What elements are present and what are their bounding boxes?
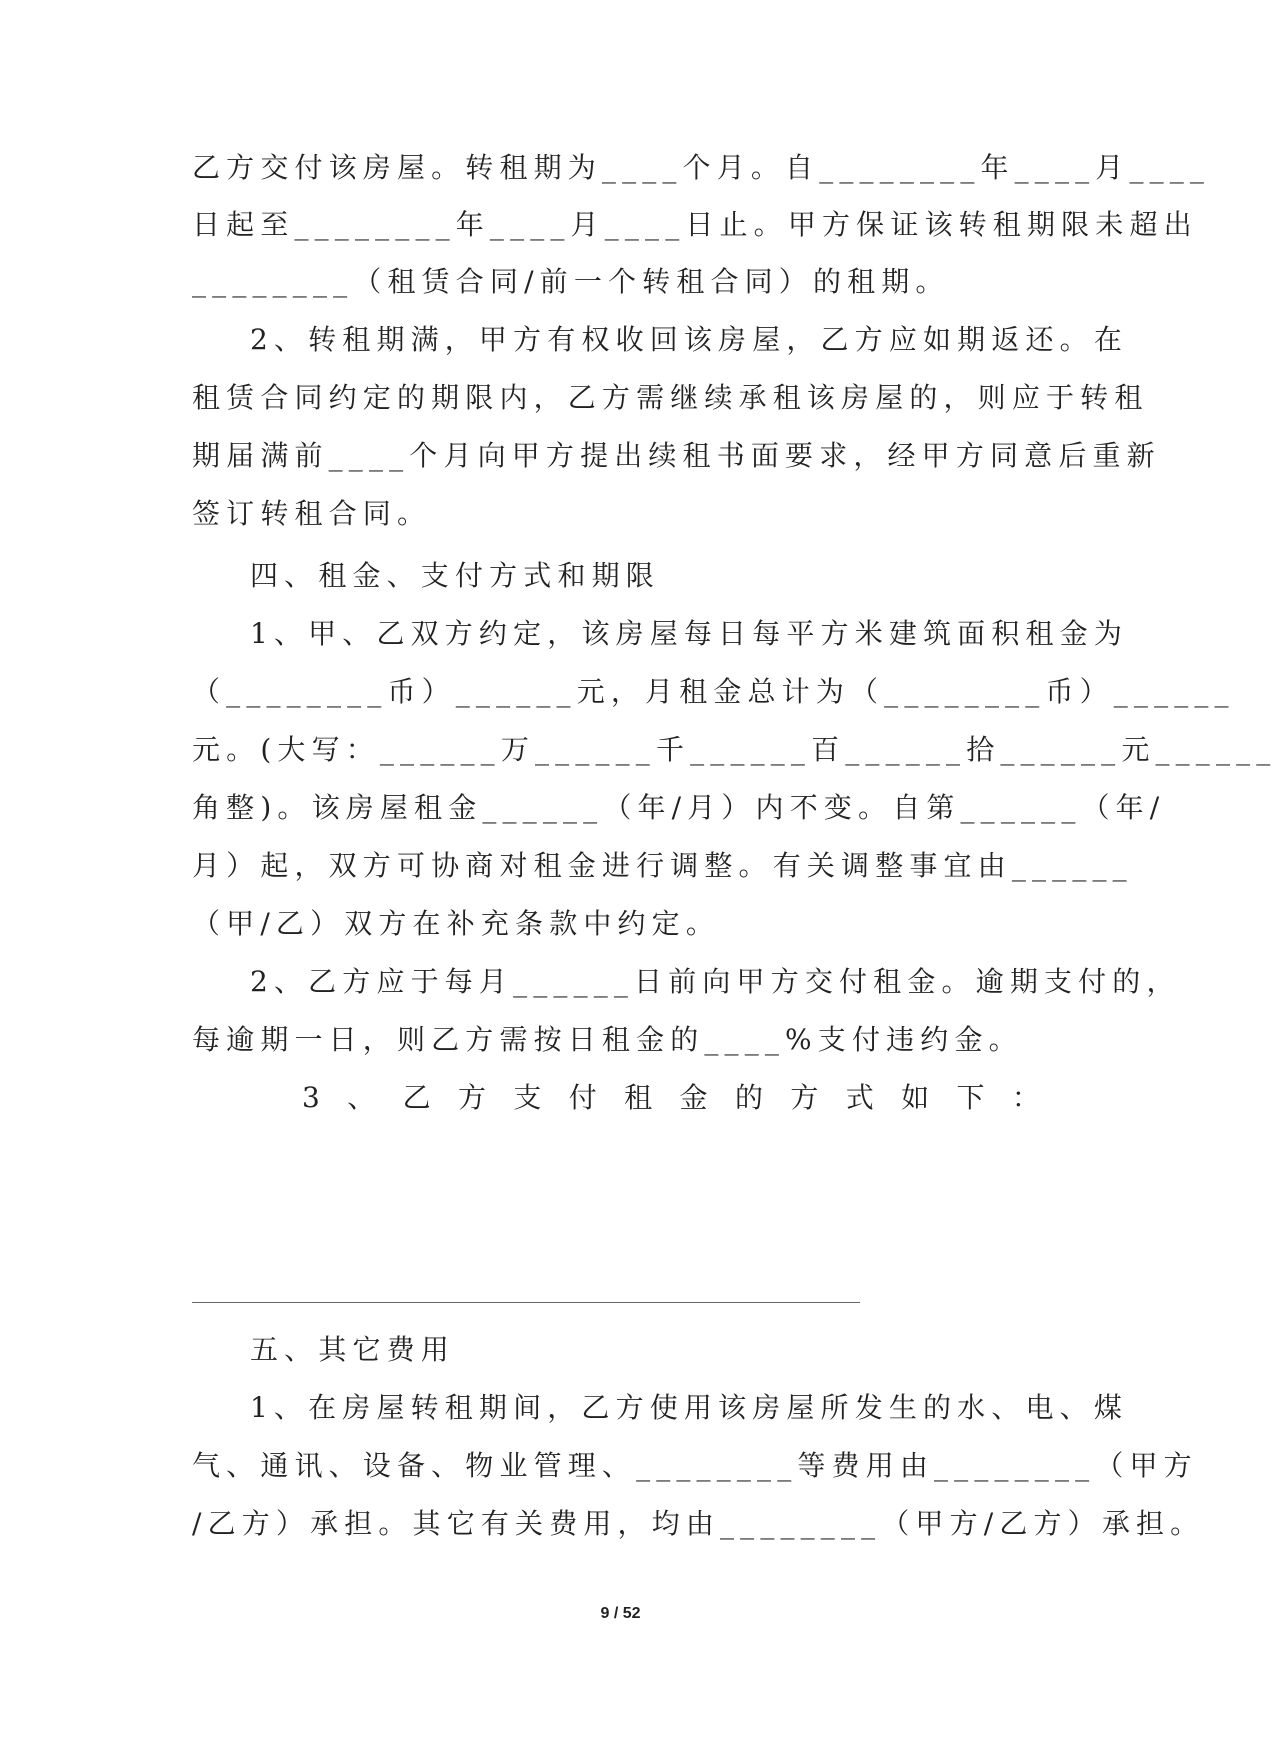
paragraph-line: 1、在房屋转租期间，乙方使用该房屋所发生的水、电、煤	[250, 1391, 1128, 1424]
page-number: 9 / 52	[600, 1605, 641, 1622]
paragraph-line: ________（租赁合同/前一个转租合同）的租期。	[192, 265, 950, 298]
paragraph-line: 期届满前____个月向甲方提出续租书面要求，经甲方同意后重新	[192, 439, 1161, 472]
char: ：	[1011, 1081, 1040, 1114]
paragraph-line: /乙方）承担。其它有关费用，均由________（甲方/乙方）承担。	[192, 1507, 1205, 1540]
paragraph-line: 租赁合同约定的期限内，乙方需继续承租该房屋的，则应于转租	[192, 381, 1149, 414]
section-heading: 五、其它费用	[250, 1333, 455, 1366]
char: 方	[790, 1081, 819, 1114]
paragraph-line: 2、转租期满，甲方有权收回该房屋，乙方应如期返还。在	[250, 323, 1128, 356]
paragraph-line: 2、乙方应于每月______日前向甲方交付租金。逾期支付的，	[250, 965, 1181, 998]
char: 支	[513, 1081, 542, 1114]
char: 下	[956, 1081, 985, 1114]
justified-paragraph-line	[302, 1078, 1040, 1118]
char: 方	[457, 1081, 486, 1114]
char: 的	[734, 1081, 763, 1114]
char: 如	[901, 1081, 930, 1114]
char: 付	[568, 1081, 597, 1114]
paragraph-line: （甲/乙）双方在补充条款中约定。	[192, 907, 720, 940]
blank-fill-line	[192, 1302, 860, 1303]
char: 式	[845, 1081, 874, 1114]
paragraph-line: 乙方交付该房屋。转租期为____个月。自________年____月____	[192, 151, 1211, 184]
paragraph-line: 气、通讯、设备、物业管理、________等费用由________（甲方	[192, 1449, 1198, 1482]
paragraph-line: 元。(大写：______万______千______百______拾______元______	[192, 733, 1276, 766]
char: 乙	[402, 1081, 431, 1114]
paragraph-line: 签订转租合同。	[192, 497, 432, 530]
char: 3	[302, 1081, 320, 1114]
paragraph-line: 角整)。该房屋租金______（年/月）内不变。自第______（年/	[192, 791, 1166, 824]
char: 租	[624, 1081, 653, 1114]
paragraph-line: 1、甲、乙双方约定，该房屋每日每平方米建筑面积租金为	[250, 617, 1128, 650]
paragraph-line: 日起至________年____月____日止。甲方保证该转租期限未超出	[192, 208, 1198, 241]
char: 、	[347, 1081, 376, 1114]
char: 金	[679, 1081, 708, 1114]
paragraph-line: （________币）______元，月租金总计为（________币）______	[192, 675, 1235, 708]
paragraph-line: 每逾期一日，则乙方需按日租金的____%支付违约金。	[192, 1023, 1023, 1056]
section-heading: 四、租金、支付方式和期限	[250, 559, 660, 592]
paragraph-line: 月）起，双方可协商对租金进行调整。有关调整事宜由______	[192, 849, 1133, 882]
